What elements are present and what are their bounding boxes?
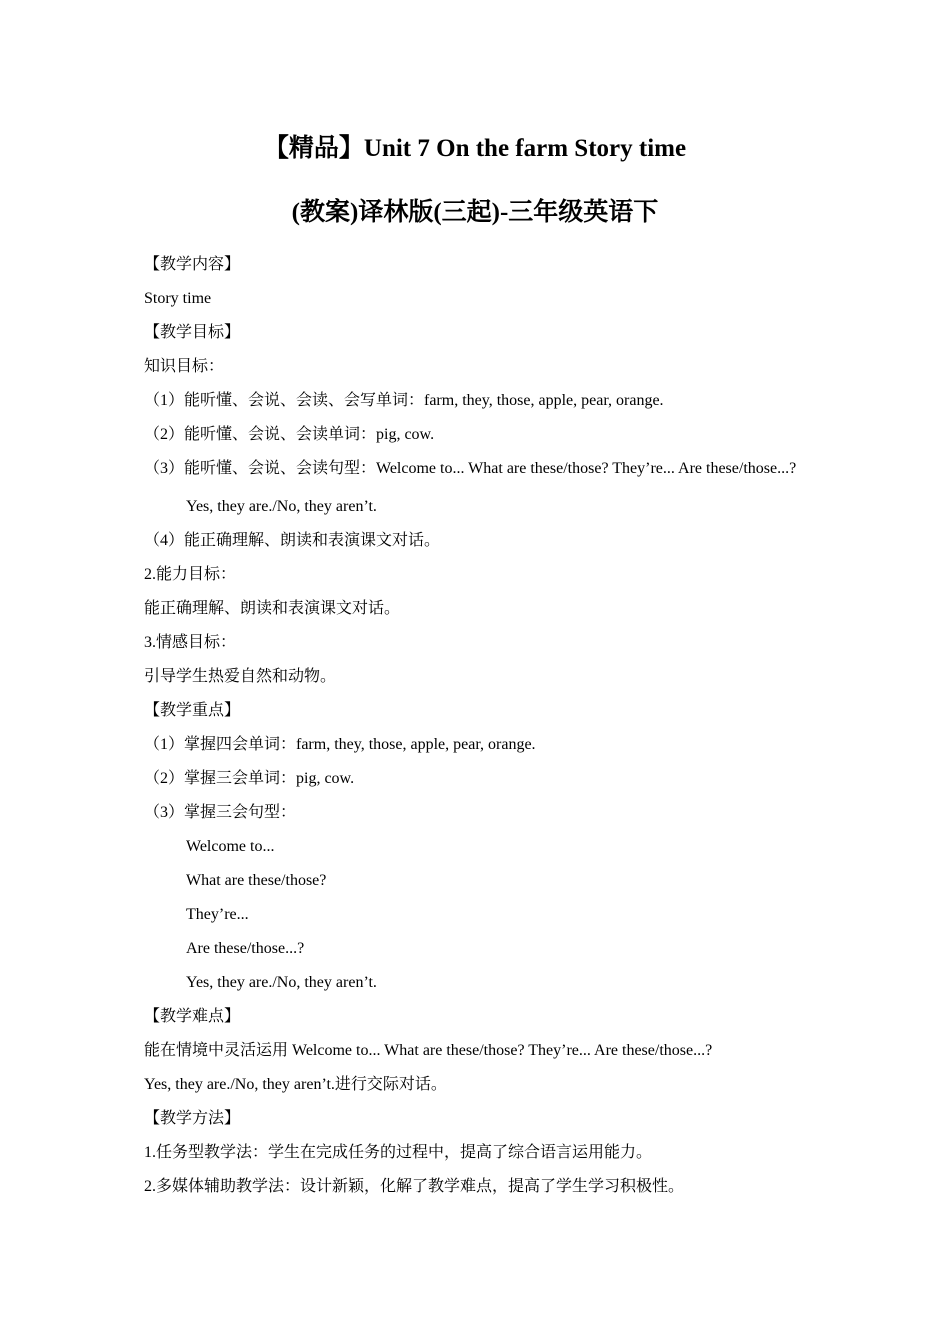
list-item: 1.任务型教学法：学生在完成任务的过程中，提高了综合语言运用能力。: [144, 1144, 653, 1161]
section-heading-methods: 【教学方法】: [144, 1110, 241, 1127]
section-heading-key-points: 【教学重点】: [144, 702, 241, 719]
paragraph-line: 引导学生热爱自然和动物。: [144, 668, 337, 685]
paragraph-line: 知识目标：: [144, 358, 225, 375]
section-heading-content: 【教学内容】: [144, 256, 241, 273]
list-item: （3）掌握三会句型：: [144, 804, 297, 821]
list-item: （3）能听懂、会说、会读句型：Welcome to... What are these/those? They’re... Are these/those...?: [144, 460, 797, 477]
list-item: （2）能听懂、会说、会读单词：pig, cow.: [144, 426, 435, 443]
document-body: [144, 253, 824, 1209]
list-item: （1）能听懂、会说、会读、会写单词：farm, they, those, apple, pear, orange.: [144, 392, 664, 409]
list-item: 2.多媒体辅助教学法：设计新颖，化解了教学难点，提高了学生学习积极性。: [144, 1178, 685, 1195]
sentence-pattern: Welcome to...: [186, 838, 275, 855]
document-title-line-1: 【精品】Unit 7 On the farm Story time: [263, 135, 687, 162]
paragraph-line: Story time: [144, 290, 212, 307]
sentence-pattern: What are these/those?: [186, 872, 327, 889]
paragraph-line: 能在情境中灵活运用 Welcome to... What are these/those? They’re... Are these/those...?: [144, 1042, 713, 1059]
paragraph-line: Yes, they are./No, they aren’t.进行交际对话。: [144, 1076, 447, 1093]
paragraph-line: 3.情感目标：: [144, 634, 237, 651]
section-heading-difficulties: 【教学难点】: [144, 1008, 241, 1025]
list-item: （4）能正确理解、朗读和表演课文对话。: [144, 532, 441, 549]
section-heading-objectives: 【教学目标】: [144, 324, 241, 341]
document-title-line-2: (教案)译林版(三起)-三年级英语下: [291, 199, 659, 226]
sentence-pattern: They’re...: [186, 906, 249, 923]
paragraph-line: 能正确理解、朗读和表演课文对话。: [144, 600, 401, 617]
list-item: （2）掌握三会单词：pig, cow.: [144, 770, 355, 787]
list-item: （1）掌握四会单词：farm, they, those, apple, pear, orange.: [144, 736, 536, 753]
list-item-continuation: Yes, they are./No, they aren’t.: [186, 498, 377, 515]
sentence-pattern: Are these/those...?: [186, 940, 305, 957]
sentence-pattern: Yes, they are./No, they aren’t.: [186, 974, 377, 991]
paragraph-line: 2.能力目标：: [144, 566, 237, 583]
